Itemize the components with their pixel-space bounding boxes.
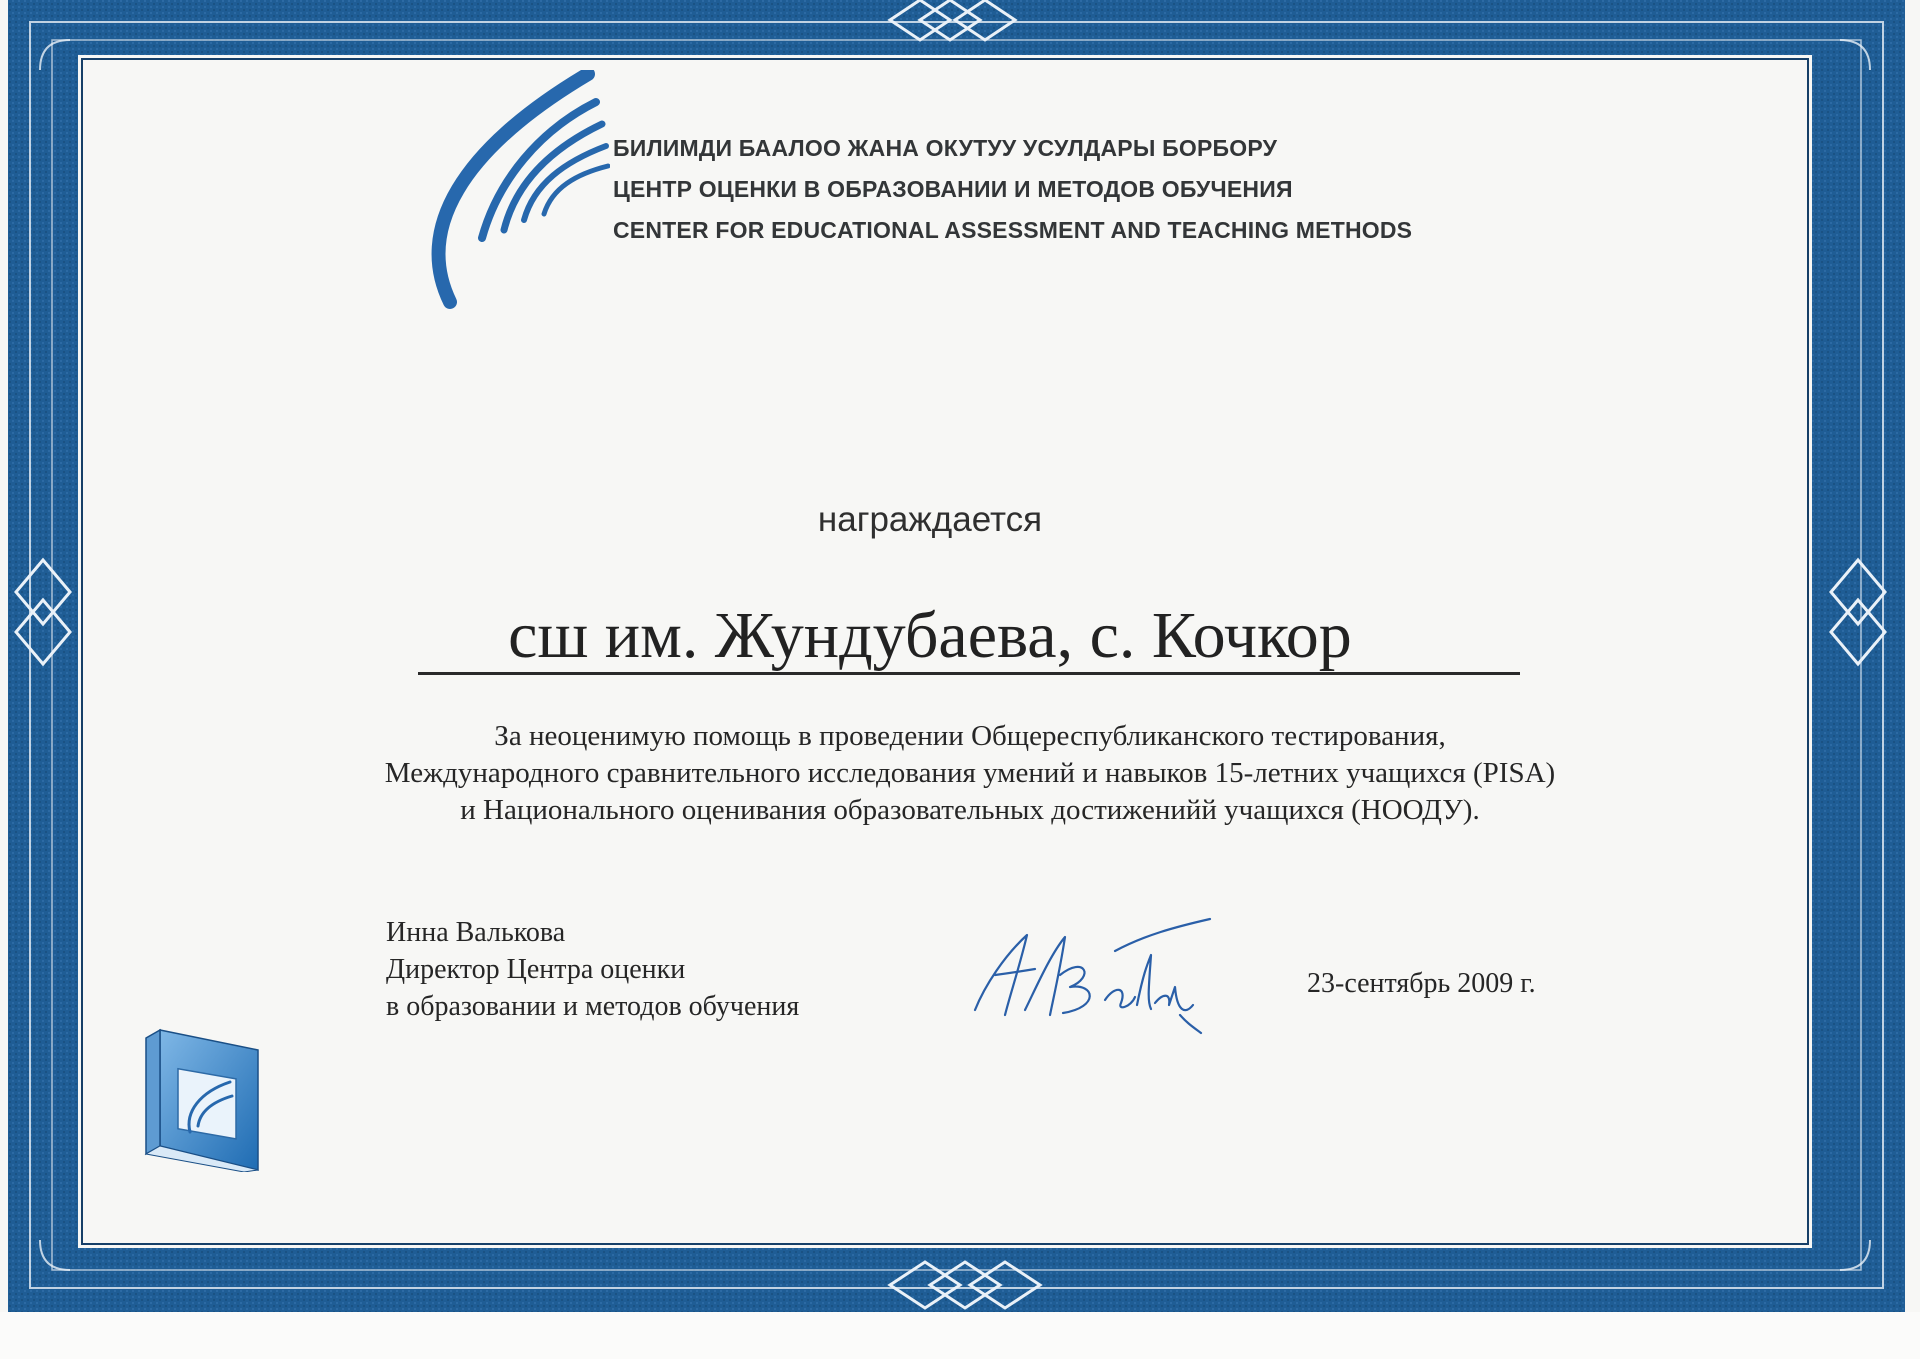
organization-header	[613, 128, 1412, 251]
awarded-label: награждается	[817, 500, 1043, 539]
recipient-underline	[418, 672, 1520, 675]
signer-title-line2: в образовании и методов обучения	[386, 991, 800, 1022]
org-name-english: CENTER FOR EDUCATIONAL ASSESSMENT AND TEACHING METHODS	[613, 217, 1413, 243]
signer-name: Инна Валькова	[386, 917, 566, 948]
reason-line: и Национального оценивания образовательных достиженийй учащихся (НООДУ).	[460, 794, 1480, 826]
award-reason	[0, 718, 1920, 829]
reason-line: За неоценимую помощь в проведении Общереспубликанского тестирования,	[494, 720, 1446, 752]
recipient-name: сш им. Жундубаева, с. Кочкор	[508, 599, 1352, 672]
signer-block	[386, 914, 799, 1025]
issue-date: 23-сентябрь 2009 г.	[1307, 968, 1536, 999]
reason-line: Международного сравнительного исследования умений и навыков 15-летних учащихся (PISA)	[384, 757, 1556, 789]
organization-logo	[420, 70, 610, 310]
signer-title-line1: Директор Центра оценки	[386, 954, 686, 985]
org-name-russian: ЦЕНТР ОЦЕНКИ В ОБРАЗОВАНИИ И МЕТОДОВ ОБУЧЕНИЯ	[613, 176, 1293, 202]
signature	[965, 915, 1225, 1045]
org-name-kyrgyz: БИЛИМДИ БААЛОО ЖАНА ОКУТУУ УСУЛДАРЫ БОРБОРУ	[613, 135, 1278, 161]
book-icon	[140, 1022, 265, 1172]
